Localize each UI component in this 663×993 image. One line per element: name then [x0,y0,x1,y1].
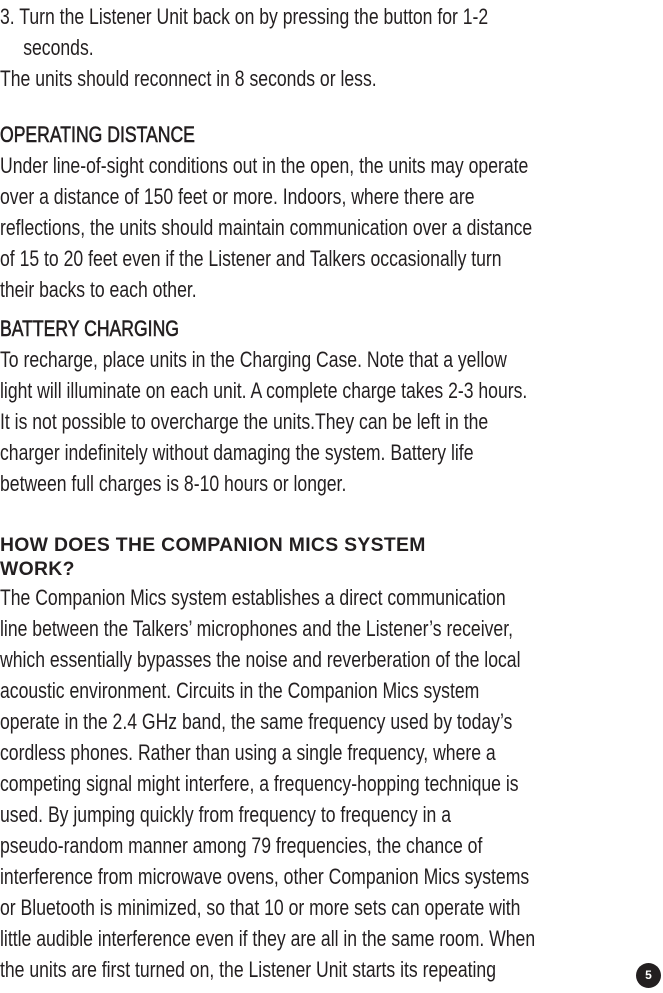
text-line: cordless phones. Rather than using a single frequency, where a [0,740,496,765]
text-line: pseudo-random manner among 79 frequencies, the chance of [0,833,483,858]
text-line: over a distance of 150 feet or more. Indoors, where there are [0,184,475,209]
text-line: The units should reconnect in 8 seconds or less. [0,66,377,91]
text-line: 3. Turn the Listener Unit back on by pressing the button for 1-2 [0,4,489,29]
text-line: used. By jumping quickly from frequency to frequency in a [0,802,451,827]
text-line: competing signal might interfere, a frequency-hopping technique is [0,771,519,796]
section-heading: WORK? [0,559,75,580]
section-battery-charging [0,313,663,499]
text-line: acoustic environment. Circuits in the Companion Mics system [0,678,480,703]
text-line: little audible interference even if they are all in the same room. When [0,926,536,951]
intro-step [0,1,663,94]
text-line: interference from microwave ovens, other Companion Mics systems [0,864,530,889]
text-line: To recharge, place units in the Charging Case. Note that a yellow [0,347,507,372]
text-line: light will illuminate on each unit. A complete charge takes 2-3 hours. [0,378,528,403]
text-line: the units are first turned on, the Listener Unit starts its repeating [0,957,496,982]
text-line: Under line-of-sight conditions out in the open, the units may operate [0,153,529,178]
text-line: which essentially bypasses the noise and reverberation of the local [0,647,521,672]
text-line: of 15 to 20 feet even if the Listener and Talkers occasionally turn [0,246,502,271]
text-line: operate in the 2.4 GHz band, the same frequency used by today’s [0,709,513,734]
text-line: The Companion Mics system establishes a direct communication [0,585,506,610]
section-operating-distance [0,119,663,305]
text-line: reflections, the units should maintain communication over a distance [0,215,533,240]
page-number: 5 [636,963,661,988]
text-line: line between the Talkers’ microphones and the Listener’s receiver, [0,616,513,641]
text-line: or Bluetooth is minimized, so that 10 or more sets can operate with [0,895,521,920]
text-line: seconds. [23,35,94,60]
text-line: It is not possible to overcharge the units.They can be left in the [0,409,489,434]
text-line: charger indefinitely without damaging the system. Battery life [0,440,474,465]
section-heading: BATTERY CHARGING [0,316,179,341]
text-line: between full charges is 8-10 hours or longer. [0,471,347,496]
section-how-it-works [0,534,663,985]
text-line: their backs to each other. [0,277,197,302]
section-heading: HOW DOES THE COMPANION MICS SYSTEM [0,535,426,556]
section-heading: OPERATING DISTANCE [0,122,195,147]
